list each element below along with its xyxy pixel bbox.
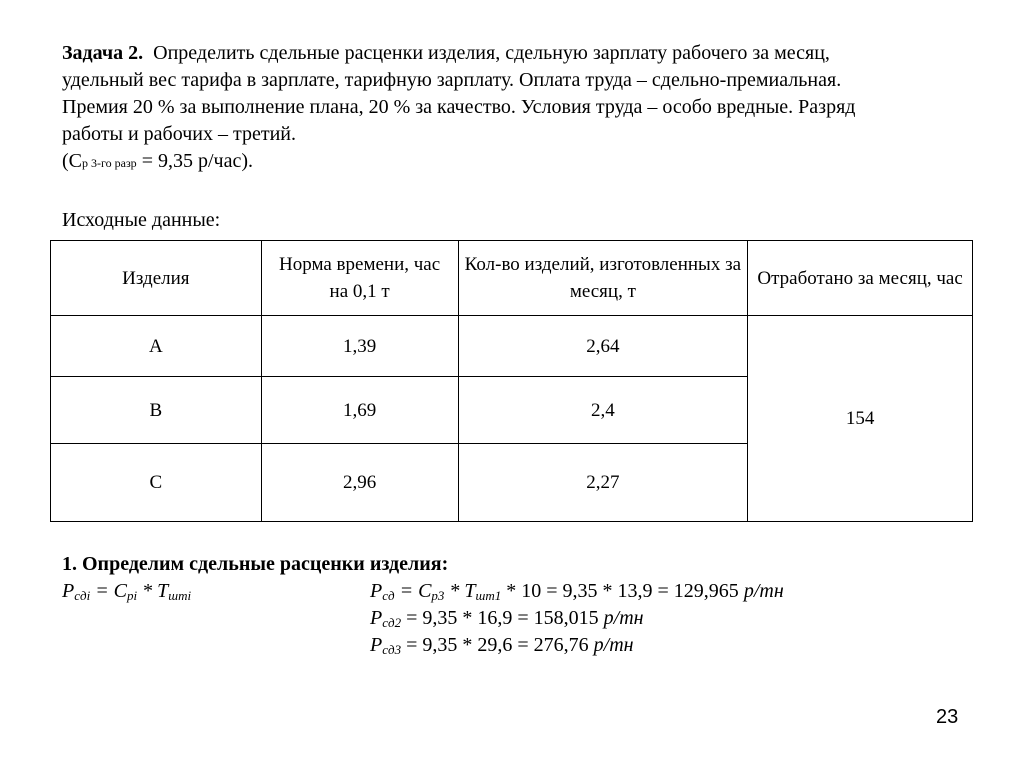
page-number: 23 <box>936 706 959 728</box>
calc-line-3: Рсд3 = 9,35 * 29,6 = 276,76 р/тн <box>370 634 634 657</box>
task-line-4: работы и рабочих – третий. <box>62 123 296 145</box>
rate-value: = 9,35 р/час). <box>136 150 253 172</box>
cell-norm: 1,69 <box>261 377 458 444</box>
cell-norm: 1,39 <box>261 316 458 377</box>
formula-row-3 <box>62 632 982 659</box>
rate-subscript: р 3-го разр <box>82 156 137 170</box>
cell-qty: 2,4 <box>458 377 748 444</box>
task-line-2: удельный вес тарифа в зарплате, тарифную зарплату. Оплата труда – сдельно-премиальная. <box>62 69 842 91</box>
task-label: Задача 2. <box>62 42 144 64</box>
cell-item: B <box>51 377 262 444</box>
solution-block <box>62 551 982 659</box>
general-formula: Рсдi = Срi * Тштi <box>62 580 192 603</box>
task-statement <box>62 40 982 177</box>
rate-open: (С <box>62 150 82 172</box>
cell-qty: 2,64 <box>458 316 748 377</box>
header-items: Изделия <box>51 241 262 316</box>
header-time-norm: Норма времени, час на 0,1 т <box>261 241 458 316</box>
cell-item: C <box>51 444 262 522</box>
cell-norm: 2,96 <box>261 444 458 522</box>
table-header-row <box>51 241 973 316</box>
task-text-1: Определить сдельные расценки изделия, сдельную зарплату рабочего за месяц, <box>153 42 830 64</box>
task-line-1 <box>62 40 982 67</box>
header-quantity: Кол-во изделий, изготовленных за месяц, т <box>458 241 748 316</box>
calc-line-1: Рсд = Ср3 * Тшт1 * 10 = 9,35 * 13,9 = 129,965 р/тн <box>370 580 784 603</box>
task-line-3: Премия 20 % за выполнение плана, 20 % за качество. Условия труда – особо вредные. Разряд <box>62 96 856 118</box>
cell-hours: 154 <box>748 316 973 522</box>
table-row <box>51 316 973 377</box>
formula-row-1 <box>62 578 982 605</box>
source-data-table <box>50 240 973 522</box>
data-heading: Исходные данные: <box>62 209 221 231</box>
cell-item: A <box>51 316 262 377</box>
task-rate-line <box>62 148 982 177</box>
calc-line-2: Рсд2 = 9,35 * 16,9 = 158,015 р/тн <box>370 607 644 630</box>
solution-heading: 1. Определим сдельные расценки изделия: <box>62 553 449 575</box>
formula-row-2 <box>62 605 982 632</box>
cell-qty: 2,27 <box>458 444 748 522</box>
header-hours: Отработано за месяц, час <box>748 241 973 316</box>
